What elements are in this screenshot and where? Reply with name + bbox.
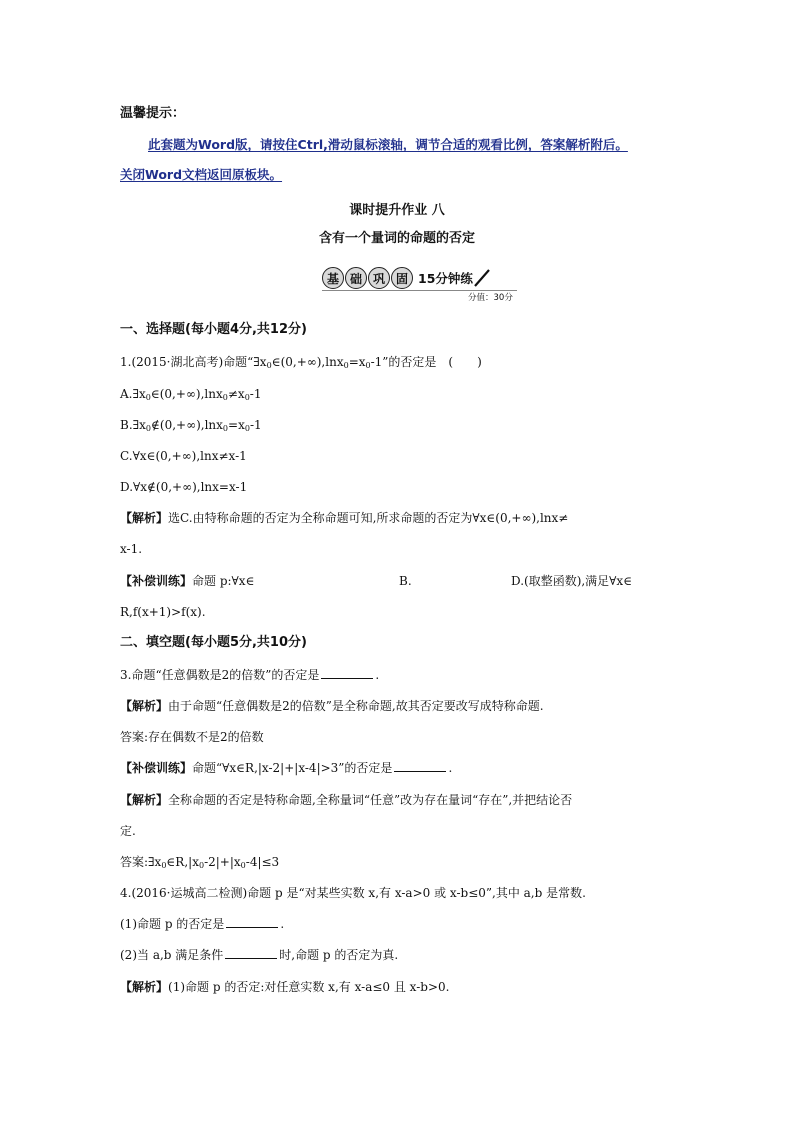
question-4-part-1: (1)命题 p 的否定是 . bbox=[120, 917, 285, 931]
question-3-stem: 3.命题“任意偶数是2的倍数”的否定是 . bbox=[120, 668, 380, 682]
supplement-1-option-d: D.(取整函数),满足∀x∈ bbox=[511, 574, 633, 588]
supplement-2-stem: 【补偿训练】命题“∀x∈R,|x-2|+|x-4|>3”的否定是 . bbox=[120, 761, 453, 775]
badge-text: 15分钟练 bbox=[418, 271, 473, 286]
badge-char-2: 础 bbox=[345, 267, 367, 289]
badge-char-1: 基 bbox=[322, 267, 344, 289]
answer-blank bbox=[321, 667, 373, 679]
supplement-1-line-1: 【补偿训练】命题 p:∀x∈ bbox=[120, 574, 255, 588]
page-subtitle: 含有一个量词的命题的否定 bbox=[318, 231, 475, 246]
supplement-2-answer: 答案$:\exists x_0\in R,|x_0-2|+|x_0-4|\le 3$ bbox=[120, 855, 280, 870]
pencil-slash-icon bbox=[473, 268, 491, 288]
supplement-2-analysis-line-2: 定. bbox=[120, 824, 136, 838]
badge-char-4: 固 bbox=[391, 267, 413, 289]
option-d: D.∀x∉(0,+∞),lnx=x-1 bbox=[120, 480, 248, 494]
question-4-stem: 4.(2016·运城高二检测)命题 p 是“对某些实数 x,有 x-a>0 或 x-b≤0”,其中 a,b 是常数. bbox=[120, 886, 586, 900]
badge-char-3: 巩 bbox=[368, 267, 390, 289]
score-label: 分值：30分 bbox=[468, 293, 513, 303]
tip-line-2: 关闭Word文档返回原板块。 bbox=[120, 167, 283, 182]
section-heading-fill: 二、填空题(每小题5分,共10分) bbox=[120, 635, 307, 650]
option-c: C.∀x∈(0,+∞),lnx≠x-1 bbox=[120, 449, 247, 463]
analysis-1-line-1: 【解析】选C.由特称命题的否定为全称命题可知,所求命题的否定为∀x∈(0,+∞),lnx≠ bbox=[120, 511, 569, 525]
answer-blank bbox=[225, 947, 277, 959]
answer-blank bbox=[394, 760, 446, 772]
supplement-1-option-b: B. bbox=[399, 574, 412, 588]
option-a: $A.\exists x_0\in(0,+\infty),\ln x_0\ne x_0-1$ bbox=[120, 387, 262, 402]
page-title: 课时提升作业 八 bbox=[349, 203, 445, 218]
analysis-3: 【解析】由于命题“任意偶数是2的倍数”是全称命题,故其否定要改写成特称命题. bbox=[120, 699, 544, 713]
analysis-tag: 【解析】 bbox=[120, 511, 169, 525]
tip-line-1: 此套题为Word版，请按住Ctrl,滑动鼠标滚轴，调节合适的观看比例，答案解析附后。 bbox=[148, 137, 628, 152]
supplement-2-analysis-line-1: 【解析】全称命题的否定是特称命题,全称量词“任意”改为存在量词“存在”,并把结论否 bbox=[120, 793, 573, 807]
tip-title: 温馨提示： bbox=[120, 106, 186, 121]
section-badge bbox=[322, 267, 491, 289]
supplement-1-line-2: R,f(x+1)>f(x). bbox=[120, 605, 206, 619]
question-4-part-2: (2)当 a,b 满足条件 时,命题 p 的否定为真. bbox=[120, 948, 399, 962]
answer-blank bbox=[226, 916, 278, 928]
option-b: $B.\exists x_0\notin(0,+\infty),\ln x_0=x_0-1$ bbox=[120, 418, 262, 433]
question-1-stem: 1.(2015·湖北高考)命题“$\exists x_0\in(0,+\infty),\ln x_0=x_0-1$”的否定是 ( ) bbox=[120, 355, 482, 370]
analysis-4: 【解析】(1)命题 p 的否定:对任意实数 x,有 x-a≤0 且 x-b>0. bbox=[120, 980, 450, 994]
answer-3: 答案:存在偶数不是2的倍数 bbox=[120, 730, 264, 744]
section-heading-choice: 一、选择题(每小题4分,共12分) bbox=[120, 322, 307, 337]
supplement-tag: 【补偿训练】 bbox=[120, 574, 193, 588]
analysis-1-line-2: x-1. bbox=[120, 542, 143, 556]
